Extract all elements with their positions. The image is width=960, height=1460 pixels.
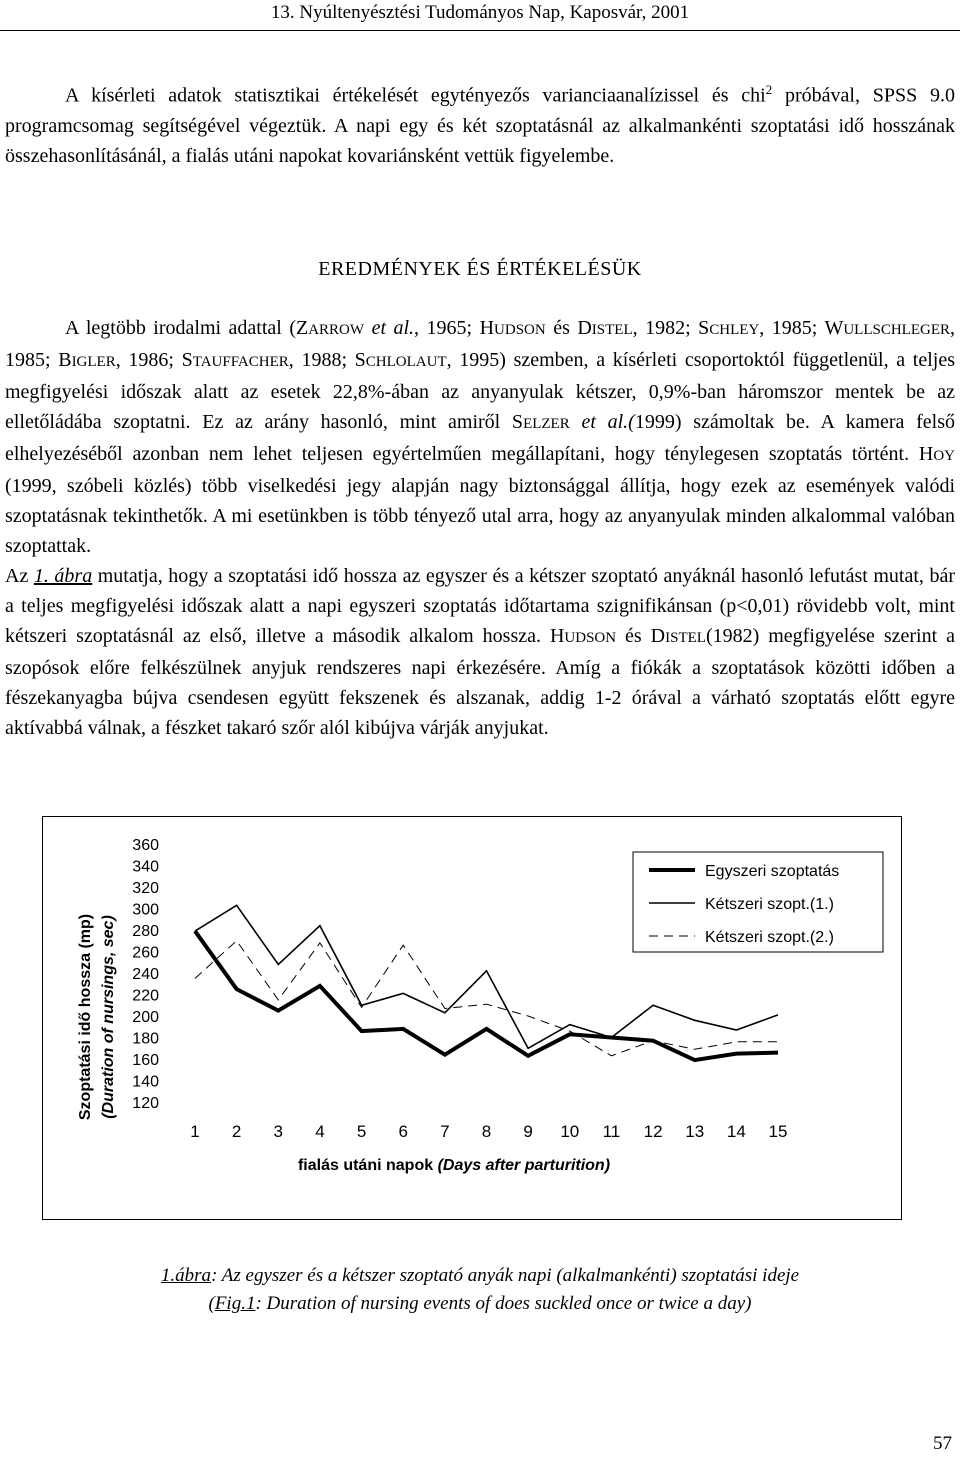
line-chart (43, 817, 901, 1219)
x-tick-label: 11 (602, 1122, 621, 1141)
section-title: EREDMÉNYEK ÉS ÉRTÉKELÉSÜK (318, 258, 642, 280)
caption-paren: ( (208, 1293, 215, 1314)
y-tick-label: 140 (132, 1073, 159, 1091)
text-run: 1999) számoltak be. A kamera felső elhelyezéséből azonban nem lehet teljesen egyértelműen megállapítani, hogy ténylegesen szoptatás történt. H (5, 411, 956, 465)
figure-caption-hu (0, 1265, 960, 1287)
figure-caption-en (0, 1293, 960, 1315)
text-run: , 1986; S (115, 349, 193, 371)
y-tick-label: 160 (132, 1052, 159, 1069)
figure-frame (42, 816, 902, 1220)
text-run (364, 317, 372, 339)
figure-reference-link[interactable]: 1. ábra (33, 565, 93, 587)
small-caps-name: UDSON (564, 630, 617, 646)
series-line (195, 941, 778, 1056)
y-tick-label: 340 (132, 858, 159, 876)
y-tick-label: 320 (132, 880, 159, 897)
y-tick-label: 220 (132, 987, 159, 1005)
x-tick-label: 12 (643, 1122, 663, 1141)
small-caps-name: TAUFFACHER (192, 354, 289, 370)
text-run: , 1982; S (632, 317, 710, 339)
small-caps-name: ARROW (308, 322, 365, 338)
paragraph-1-text-a: A kísérleti adatok statisztikai értékelését egytényezős varianciaanalízissel és chi (65, 84, 766, 107)
y-axis-subtitle: (Duration of nursings, sec) (100, 915, 117, 1119)
text-run: , 1985; B (5, 317, 955, 371)
small-caps-name: ELZER (523, 416, 570, 432)
header-rule (0, 30, 960, 31)
running-header: 13. Nyúltenyésztési Tudományos Nap, Kaposvár, 2001 (270, 2, 690, 23)
y-tick-label: 300 (132, 901, 159, 919)
x-tick-label: 6 (398, 1122, 408, 1141)
text-run (570, 411, 582, 433)
x-axis-ticks (190, 1122, 787, 1141)
y-tick-label: 280 (132, 923, 159, 940)
results-paragraph (5, 313, 955, 743)
x-axis-title-secondary: (Days after parturition) (437, 1157, 611, 1174)
text-run: , 1988; S (288, 349, 366, 371)
caption-text: : Az egyszer és a kétszer szoptató anyák napi (alkalmankénti) szoptatási ideje (211, 1265, 800, 1286)
text-run: Az (5, 565, 34, 587)
text-run: (1999, szóbeli közlés) több viselkedési jegy alapján nagy biztonsággal állítja, hogy ezek az események valódi szoptatásnak tekinthetők. A mi esetünkben is több tényező utal arra, hogy az anyanyulak minden alkalommal valóban szoptattak. (5, 475, 955, 557)
x-tick-label: 9 (523, 1122, 533, 1141)
x-tick-label: 8 (481, 1122, 492, 1141)
small-caps-name: ULLSCHLEGER (843, 322, 950, 338)
caption-figure-label: 1.ábra (160, 1265, 212, 1286)
x-tick-label: 4 (315, 1122, 325, 1141)
y-tick-label: 260 (132, 944, 159, 962)
y-axis-title: Szoptatási idő hossza (mp) (77, 913, 94, 1121)
legend-label: Kétszeri szopt.(1.) (705, 896, 834, 913)
x-axis-title (298, 1157, 610, 1174)
text-run: és D (545, 317, 592, 339)
y-tick-label: 120 (132, 1095, 159, 1112)
x-tick-label: 15 (768, 1122, 788, 1141)
small-caps-name: CHLEY (709, 322, 760, 338)
y-axis-title-group (77, 914, 117, 1120)
small-caps-name: ISTEL (665, 630, 706, 646)
chart-legend (633, 852, 883, 952)
y-axis-ticks (132, 837, 159, 1112)
small-caps-name: ISTEL (591, 322, 633, 338)
y-tick-label: 240 (132, 966, 159, 983)
x-axis-title-primary: fialás utáni napok (297, 1157, 434, 1174)
small-caps-name: UDSON (494, 322, 546, 338)
paragraph-1-superscript: 2 (765, 82, 773, 97)
caption-text: : Duration of nursing events of does suckled once or twice a day) (255, 1293, 752, 1314)
text-run: , 1985; W (759, 317, 844, 339)
x-tick-label: 10 (560, 1122, 580, 1141)
caption-figure-label: Fig.1 (214, 1293, 256, 1314)
methods-paragraph (5, 75, 955, 171)
paragraph-1-text-b: próbával, SPSS 9.0 programcsomag segítségével végeztük. A napi egy és két szoptatásnál az alkalmankénti szoptatási idő hosszának összehasonlításánál, a fialás utáni napokat kovariánsként vettük figyelembe. (5, 84, 956, 167)
x-tick-label: 2 (231, 1122, 242, 1141)
legend-label: Egyszeri szoptatás (705, 863, 840, 880)
x-tick-label: 1 (190, 1122, 200, 1141)
text-run: , 1995) szemben, a kísérleti csoportoktól függetlenül, a teljes megfigyelési időszak alatt az esetek 22,8%-ában az anyanyulak kétszer, 0,9%-ban háromszor mentek be az elletőládába szoptatni. Ez az arány hasonló, mint amiről S (5, 349, 955, 433)
text-run: A legtöbb irodalmi adattal (Z (65, 317, 309, 339)
small-caps-name: OY (933, 448, 955, 464)
et-al: et al. (371, 317, 415, 339)
text-run: (1982) megfigyelése szerint a szopósok előre felkészülnek anyjuk rendszeres napi érkezésére. Amíg a fiókák a szoptatások közötti időben a fészekanyagba bújva csendesen együtt fekszenek és alszanak, addig 1-2 órával a várható szoptatás előtt egyre aktívabbá válnak, a fészket takaró szőr alól kibújva várják anyjukat. (5, 625, 955, 739)
text-run: mutatja, hogy a szoptatási idő hossza az egyszer és a kétszer szoptató anyáknál hasonló lefutást mutat, bár a teljes megfigyelési időszak alatt a napi egyszeri szoptatás időtartama szignifikánsan (p<0,01) rövidebb volt, mint kétszeri szoptatásnál az első, illetve a második alkalom hossza. H (5, 565, 955, 647)
y-tick-label: 360 (132, 837, 159, 854)
page-number: 57 (933, 1433, 952, 1454)
x-tick-label: 3 (273, 1122, 284, 1141)
text-run: , 1965; H (414, 317, 495, 339)
x-tick-label: 7 (440, 1122, 450, 1141)
x-tick-label: 14 (726, 1122, 746, 1141)
x-tick-label: 13 (685, 1122, 705, 1141)
x-tick-label: 5 (356, 1122, 367, 1141)
y-tick-label: 200 (132, 1009, 159, 1026)
et-al: et al.( (581, 411, 635, 433)
small-caps-name: CHLOLAUT (365, 354, 447, 370)
text-run: és D (616, 625, 666, 647)
y-tick-label: 180 (132, 1030, 159, 1048)
legend-label: Kétszeri szopt.(2.) (705, 929, 834, 946)
small-caps-name: IGLER (71, 354, 116, 370)
